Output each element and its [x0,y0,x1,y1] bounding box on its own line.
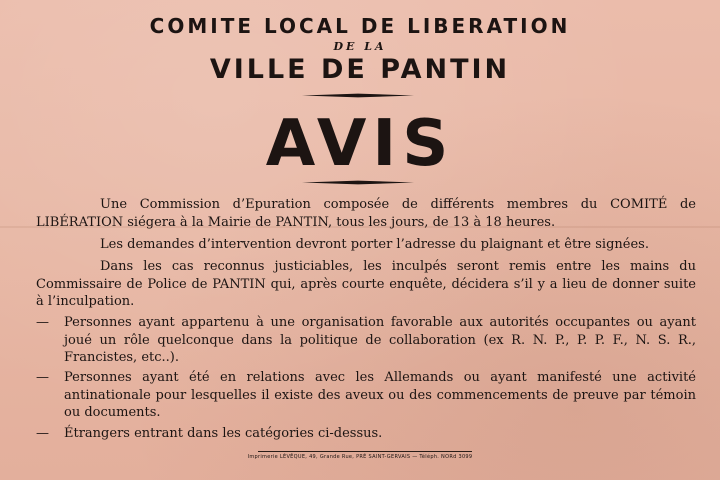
list-item-text: Personnes ayant été en relations avec les Allemands ou ayant manifesté une activité antinationale pour lesquelles il existe des aveux ou des commencements de preuve par témoin ou documents. [64,370,696,420]
dash-marker: — [36,315,49,330]
footer-rule [258,451,472,452]
ornamental-rule-bottom [302,180,414,185]
list-item [36,369,696,422]
list-item [36,425,696,443]
dash-marker: — [36,370,49,385]
committee-title: COMITE LOCAL DE LIBERATION [149,14,571,38]
dash-marker: — [36,426,49,441]
town-title: VILLE DE PANTIN [209,54,511,85]
committee-connector: DE LA [333,40,387,53]
paragraph-procedure: Dans les cas reconnus justiciables, les inculpés seront remis entre les mains du Commissaire de Police de PANTIN qui, après courte enquête, décidera s’il y a lieu de donner suite à l’inculpation. [36,259,696,309]
paragraph-commission: Une Commission d’Epuration composée de différents membres du COMITÉ de LIBÉRATION siégera à la Mairie de PANTIN, tous les jours, de 13 à 18 heures. [36,197,696,230]
ornamental-rule-top [302,93,414,98]
list-item-text: Personnes ayant appartenu à une organisation favorable aux autorités occupantes ou ayant joué un rôle quelconque dans la politique de collaboration (ex R. N. P., P. P. F., N. S. R., Francistes, etc..). [64,315,696,365]
list-item-text: Étrangers entrant dans les catégories ci-dessus. [64,426,383,441]
paragraph-requests: Les demandes d’intervention devront porter l’adresse du plaignant et être signées. [100,237,649,252]
printer-imprint: Imprimerie LÉVÊQUE, 49, Grande Rue, PRÉ SAINT-GERVAIS — Téléph. NORd 3099 [247,454,473,460]
list-item [36,314,696,367]
notice-title: AVIS [265,107,455,181]
